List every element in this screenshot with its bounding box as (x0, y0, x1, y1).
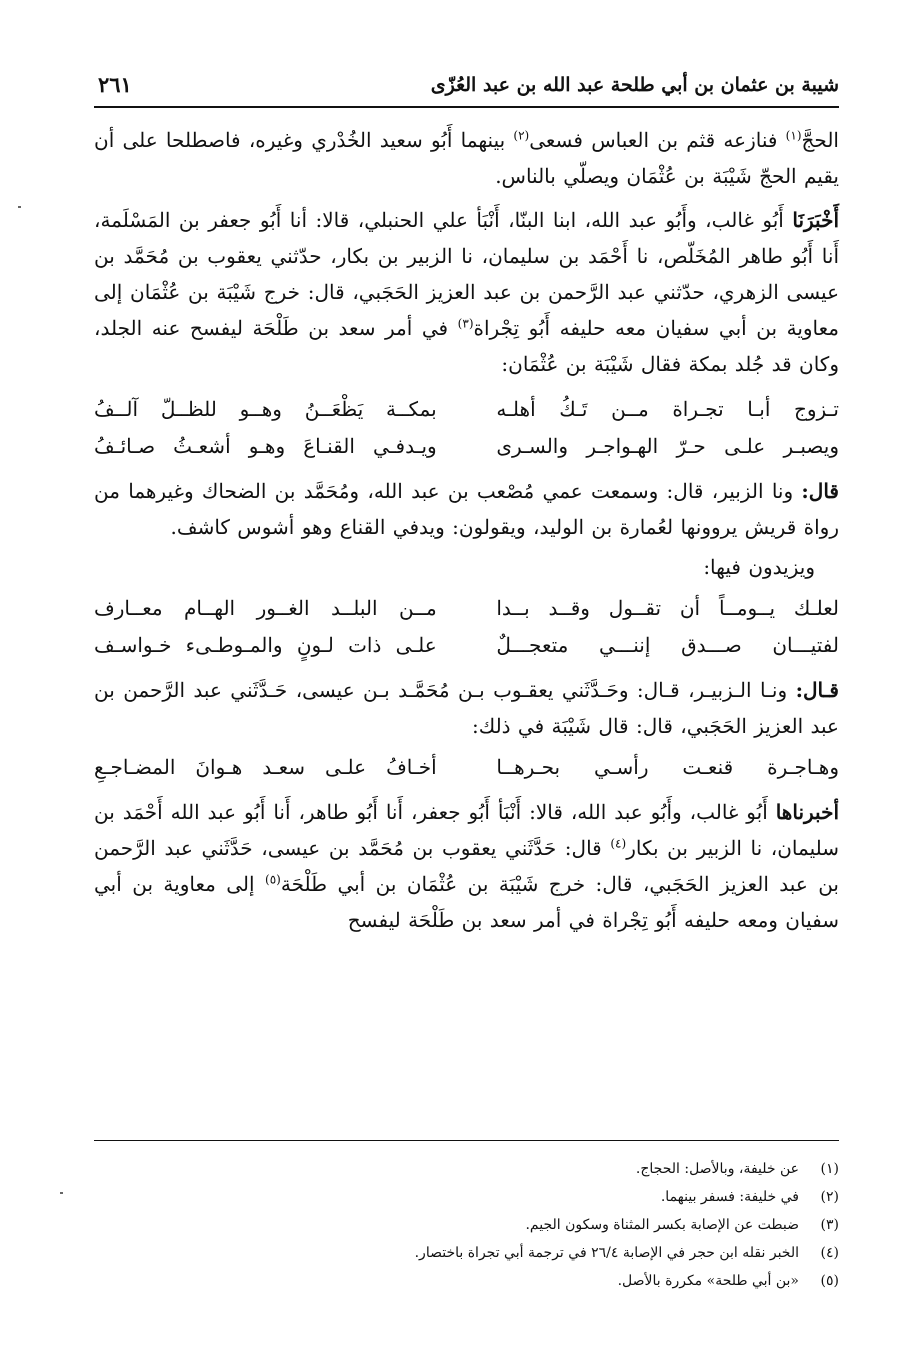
footnote-text: عن خليفة، وبالأصل: الحجاج. (635, 1161, 799, 1177)
footnote (94, 1267, 839, 1295)
paragraph-lead: أخبرناها (775, 800, 839, 824)
paragraph-text: إلى معاوية بن أبي سفيان ومعه حليفه أَبُو تِجْراة في أمر سعد بن طَلْحَة ليفسح (94, 872, 839, 932)
verse-second-half: أخـافُ علـى سعـد هـوانَ المضـاجـعِ (94, 755, 437, 779)
book-page (94, 60, 839, 1310)
paragraph-text: فنازعه قثم بن العباس فسعى (529, 128, 786, 152)
footnote-text: في خليفة: فسفر بينهما. (660, 1189, 799, 1205)
scan-speck (60, 1192, 63, 1194)
footnote-ref[interactable]: (١) (785, 128, 802, 143)
verse-first-half: وهـاجـرة قنعـت رأسـي بحـرهــا (496, 755, 839, 779)
footnote (94, 1239, 839, 1267)
footnote-number: (٤) (820, 1245, 839, 1261)
footnote-ref[interactable]: (٤) (610, 836, 627, 851)
paragraph-text: ويزيدون فيها: (703, 555, 815, 579)
footnote (94, 1155, 839, 1183)
paragraph-text: أَبُو غالب، وأَبُو عبد الله، قالا: أَنْبَأ أَبُو جعفر، أَنا أَبُو طاهر، أَنا أَبُو عبد الله أَحْمَد بن سليمان، نا الزبير بن بكار (94, 800, 840, 860)
main-text (94, 122, 839, 938)
paragraph (94, 473, 839, 545)
paragraph-text: قال: حَدَّثَني يعقوب بن مُحَمَّد بن عيسى، حَدَّثَني عبد الرَّحمن بن عبد العزيز الحَجَبي، قال: خرج شَيْبَة بن عُثْمَان بن أبي طَلْحَة (94, 836, 839, 896)
verse-first-half: ويصبـر علـى حـرّ الهـواجـر والسـرى (496, 434, 839, 458)
paragraph (94, 202, 839, 382)
verse (94, 428, 839, 465)
footnote-number: (٢) (820, 1189, 839, 1205)
scan-speck (18, 206, 21, 208)
running-title: شيبة بن عثمان بن أبي طلحة عبد الله بن عبد العُزّى (430, 74, 839, 96)
paragraph (94, 122, 839, 194)
footnotes-section (94, 1140, 839, 1295)
poem (94, 748, 839, 786)
verse (94, 627, 839, 664)
footnote (94, 1211, 839, 1239)
paragraph-text: ونـا الـزبيـر، قـال: وحَـدَّثَني يعقـوب بـن مُحَمَّـد بـن عيسى، حَـدَّثَني عبد الرَّحمن بن عبد العزيز الحَجَبي، قال: قال شَيْبَة في ذلك: (94, 678, 839, 738)
paragraph-lead: قـال: (795, 678, 839, 702)
paragraph (94, 794, 839, 938)
verse-first-half: لفتيـــان صـــدق إننـــي متعجـــلٌ (496, 633, 839, 657)
verse-first-half: لعلـك يــومــاً أن تقــول وقــد بــدا (496, 596, 839, 620)
paragraph-lead: أَخْبَرَنَا (792, 208, 839, 232)
footnote-ref[interactable]: (٣) (457, 316, 474, 331)
footnote-text: الخبر نقله ابن حجر في الإصابة ٢٦/٤ في ترجمة أبي تجراة باختصار. (414, 1245, 799, 1261)
footnote-number: (٥) (820, 1273, 839, 1289)
footnote-text: ضبطت عن الإصابة بكسر المثناة وسكون الجيم. (525, 1217, 799, 1233)
paragraph-text: بينهما أَبُو سعيد الخُدْري وغيره، فاصطلحا على أن يقيم الحجّ شَيْبَة بن عُثْمَان ويصلّي بالناس. (94, 128, 839, 188)
verse-first-half: تـزوج أبـا تجـراة مــن تَـكُ أهلـه (496, 397, 839, 421)
verse (94, 749, 839, 786)
footnote-text: «بن أبي طلحة» مكررة بالأصل. (617, 1273, 799, 1289)
poem (94, 390, 839, 465)
verse-second-half: مــن البلــد الغــور الهــام معــارف (94, 596, 437, 620)
paragraph-lead: قال: (801, 479, 839, 503)
paragraph (94, 549, 839, 585)
verse-second-half: ويـدفـي القنـاعَ وهـو أشعـثُ صـائـفُ (94, 434, 437, 458)
page-number: ٢٦١ (98, 72, 132, 97)
paragraph (94, 672, 839, 744)
verse-second-half: علـى ذات لـونٍ والمـوطـىء خـواسـف (94, 633, 437, 657)
paragraph-text: ونا الزبير، قال: وسمعت عمي مُصْعب بن عبد الله، ومُحَمَّد بن الضحاك وغيرهما من رواة قريش يروونها لعُمارة بن الوليد، ويقولون: ويدفي القناع وهو أشوس كاشف. (94, 479, 839, 539)
footnote-ref[interactable]: (٥) (265, 872, 281, 887)
verse-second-half: بمكــة يَظْعَــنُ وهــو للظــلّ آلــفُ (94, 397, 437, 421)
page-header (94, 60, 839, 108)
footnote-ref[interactable]: (٢) (513, 128, 530, 143)
paragraph-text: في أمر سعد بن طَلْحَة ليفسح عنه الجلد، وكان قد جُلد بمكة فقال شَيْبَة بن عُثْمَان: (94, 316, 839, 376)
poem (94, 589, 839, 664)
verse (94, 391, 839, 428)
paragraph-text: الحجَّ (801, 128, 839, 152)
verse (94, 590, 839, 627)
footnote (94, 1183, 839, 1211)
footnote-number: (٣) (820, 1217, 839, 1233)
footnote-number: (١) (820, 1161, 839, 1177)
paragraph-text: أَبُو غالب، وأَبُو عبد الله، ابنا البنّا، أَنْبَأ علي الحنبلي، قالا: أنا أَبُو جعفر بن المَسْلَمة، أَنا أَبُو طاهر المُخَلّص، نا أَحْمَد بن سليمان، نا الزبير بن بكار، حدّثني يعقوب بن مُحَمَّد بن عيسى الزهري، حدّثني عبد الرَّحمن بن عبد العزيز الحَجَبي، قال: خرج شَيْبَة بن عُثْمَان إلى معاوية بن أبي سفيان معه حليفه أَبُو تِجْراة (94, 208, 840, 340)
